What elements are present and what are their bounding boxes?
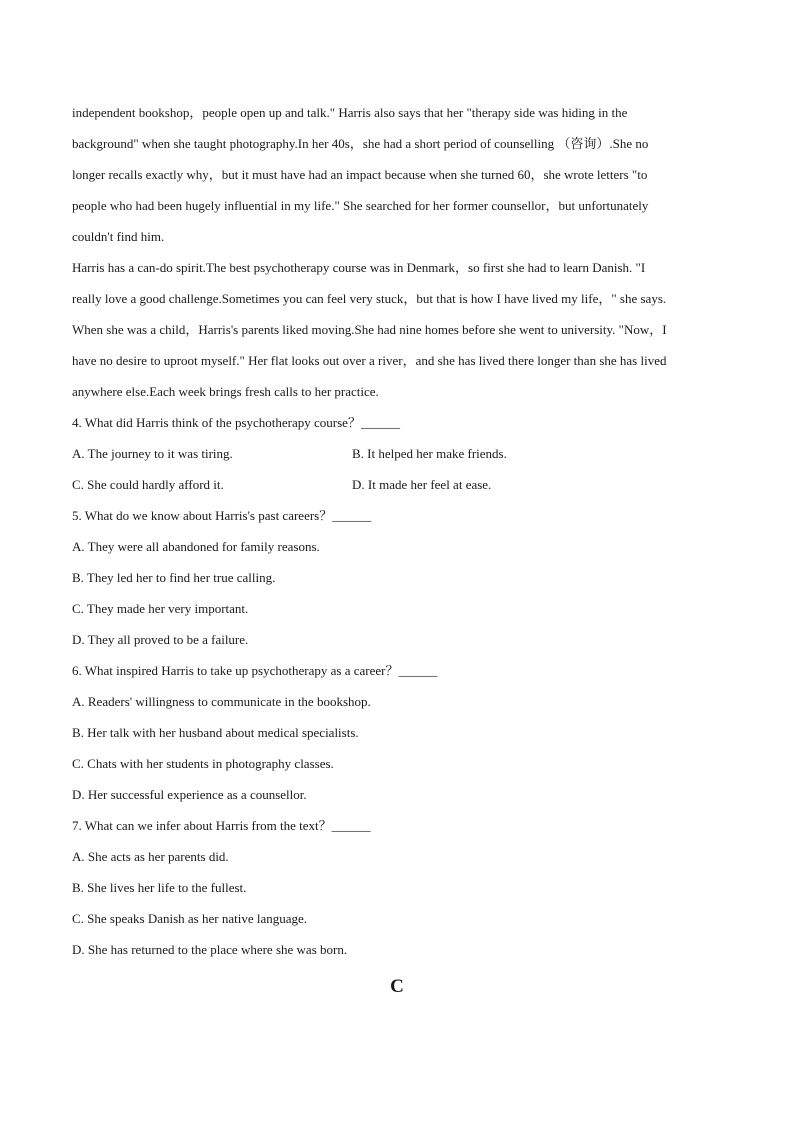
question-stem: 6. What inspired Harris to take up psychotherapy as a career？______: [72, 663, 438, 678]
passage-line: really love a good challenge.Sometimes you can feel very stuck，but that is how I have lived my life，" she says.: [72, 291, 667, 306]
options-row: [72, 469, 732, 500]
passage-line: longer recalls exactly why，but it must have had an impact because when she turned 60，she wrote letters "to: [72, 167, 648, 182]
option-a: A. They were all abandoned for family reasons.: [72, 539, 320, 554]
question-5: [72, 500, 732, 655]
question-stem: 7. What can we infer about Harris from the text？______: [72, 818, 371, 833]
option-c: C. She speaks Danish as her native language.: [72, 911, 308, 926]
option-b: B. Her talk with her husband about medical specialists.: [72, 725, 359, 740]
option-d: D. They all proved to be a failure.: [72, 632, 249, 647]
option-b: B. She lives her life to the fullest.: [72, 880, 247, 895]
option-d: D. She has returned to the place where she was born.: [72, 942, 348, 957]
option-c: C. She could hardly afford it.: [72, 477, 224, 492]
passage-line: independent bookshop，people open up and talk." Harris also says that her "therapy side was hiding in the: [72, 105, 628, 120]
option-d: D. It made her feel at ease.: [352, 477, 492, 492]
question-4: [72, 407, 732, 500]
question-stem: 4. What did Harris think of the psychotherapy course？______: [72, 415, 400, 430]
option-c: C. Chats with her students in photography classes.: [72, 756, 334, 771]
question-7: [72, 810, 732, 965]
question-6: [72, 655, 732, 810]
option-b: B. They led her to find her true calling.: [72, 570, 276, 585]
option-a: A. She acts as her parents did.: [72, 849, 229, 864]
passage-line: have no desire to uproot myself." Her flat looks out over a river，and she has lived there longer than she has lived: [72, 353, 667, 368]
option-c: C. They made her very important.: [72, 601, 249, 616]
option-d: D. Her successful experience as a counsellor.: [72, 787, 307, 802]
question-stem: 5. What do we know about Harris's past careers？______: [72, 508, 372, 523]
passage-line: background" when she taught photography.In her 40s，she had a short period of counselling （咨询）.She no: [72, 136, 649, 151]
passage-line: anywhere else.Each week brings fresh calls to her practice.: [72, 384, 379, 399]
section-heading: C: [390, 976, 404, 997]
option-a: A. Readers' willingness to communicate in the bookshop.: [72, 694, 371, 709]
option-a: A. The journey to it was tiring.: [72, 446, 233, 461]
document-page: [72, 97, 732, 965]
passage-line: When she was a child，Harris's parents liked moving.She had nine homes before she went to university. "Now，I: [72, 322, 667, 337]
passage-line: Harris has a can-do spirit.The best psychotherapy course was in Denmark，so first she had to learn Danish. "I: [72, 260, 646, 275]
option-b: B. It helped her make friends.: [352, 446, 507, 461]
passage-line: couldn't find him.: [72, 229, 165, 244]
options-row: [72, 438, 732, 469]
passage-line: people who had been hugely influential in my life." She searched for her former counsellor，but unfortunately: [72, 198, 649, 213]
passage: [72, 97, 732, 407]
